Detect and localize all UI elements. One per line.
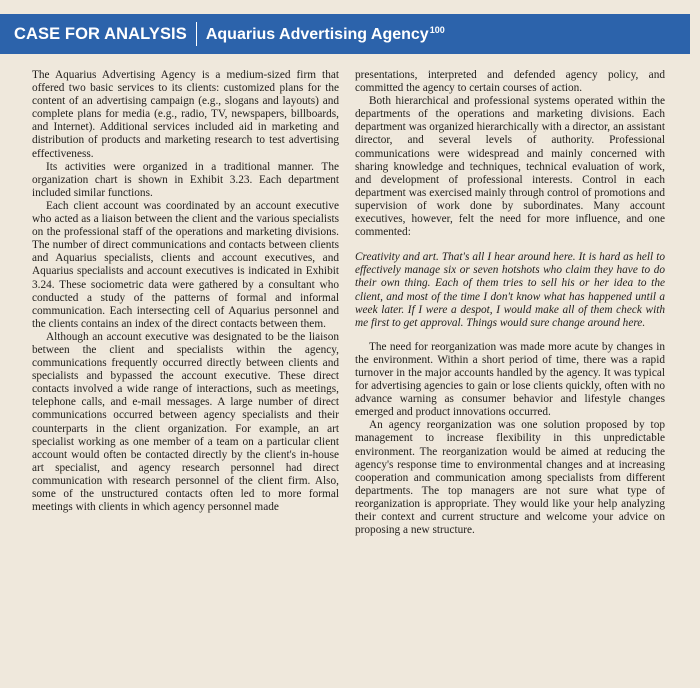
page-number: 100 — [429, 24, 445, 35]
paragraph: Its activities were organized in a traditional manner. The organization chart is shown in Exhibit 3.23. Each department included similar functions. — [32, 160, 339, 199]
case-title — [206, 25, 445, 44]
paragraph: The need for reorganization was made more acute by changes in the environment. Within a short period of time, there was a rapid turnover in the major accounts handled by the agency. It was typical for advertising agencies to gain or lose clients quickly, often with no advance warning as consumer behavior and lifestyle changes emerged and product innovations occurred. — [355, 340, 665, 419]
header-divider — [196, 22, 197, 46]
case-header-banner — [0, 14, 690, 54]
paragraph: Although an account executive was designated to be the liaison between the client and specialists within the agency, communications frequently occurred directly between clients and specialists and bypassed the account executive. These direct contacts involved a wide range of interactions, such as meetings, telephone calls, and e-mail messages. A large number of direct communications occurred between agency specialists and their counterparts in the client organization. For example, an art specialist working as one member of a team on a particular client account would often be contacted directly by the client's in-house art specialist, and agency research personnel had direct communication with research personnel of the client firm. Also, some of the unstructured contacts often led to more formal meetings with clients in which agency personnel made — [32, 330, 339, 514]
paragraph: Both hierarchical and professional systems operated within the departments of the operations and marketing divisions. Each department was organized hierarchically with a director, an assistant director, and several levels of authority. Professional communications were widespread and mainly concerned with sharing knowledge and techniques, technical evaluation of work, and development of professional interests. Control in each department was exercised mainly through control of promotions and supervision of work done by subordinates. Many account executives, however, felt the need for more influence, and one commented: — [355, 95, 665, 239]
case-label: CASE FOR ANALYSIS — [14, 24, 187, 43]
left-column — [32, 69, 339, 514]
paragraph: presentations, interpreted and defended agency policy, and committed the agency to certain courses of action. — [355, 69, 665, 95]
block-quote: Creativity and art. That's all I hear around here. It is hard as hell to effectively manage six or seven hotshots who claim they have to do their own thing. Each of them tries to sell his or her idea to the client, and most of the time I don't know what has happened until a week later. If I were a despot, I would make all of them check with me first to get approval. Things would sure change around here. — [355, 251, 665, 329]
paragraph: The Aquarius Advertising Agency is a medium-sized firm that offered two basic services to its clients: customized plans for the content of an advertising campaign (e.g., slogans and layouts) and complete plans for media (e.g., radio, TV, newspapers, billboards, and Internet). Additional services included aid in marketing and distribution of products and marketing research to test advertising effectiveness. — [32, 69, 339, 160]
right-column — [355, 69, 665, 537]
paragraph: An agency reorganization was one solution proposed by top management to increase flexibility in this unpredictable environment. The reorganization would be aimed at reducing the agency's response time to environmental changes and at increasing cooperation and communication among specialists from different departments. The top managers are not sure what type of reorganization is appropriate. They would like your help analyzing their context and current structure and welcome your advice on proposing a new structure. — [355, 419, 665, 537]
case-title-text: Aquarius Advertising Agency — [205, 25, 429, 43]
paragraph: Each client account was coordinated by an account executive who acted as a liaison between the client and the various specialists on the professional staff of the operations and marketing divisions. The number of direct communications and contacts between clients and Aquarius specialists, clients and account executives, and Aquarius specialists and account executives is indicated in Exhibit 3.24. These sociometric data were gathered by a consultant who conducted a study of the patterns of formal and informal communication. Each intersecting cell of Aquarius personnel and the clients contains an index of the direct contacts between them. — [32, 199, 339, 330]
